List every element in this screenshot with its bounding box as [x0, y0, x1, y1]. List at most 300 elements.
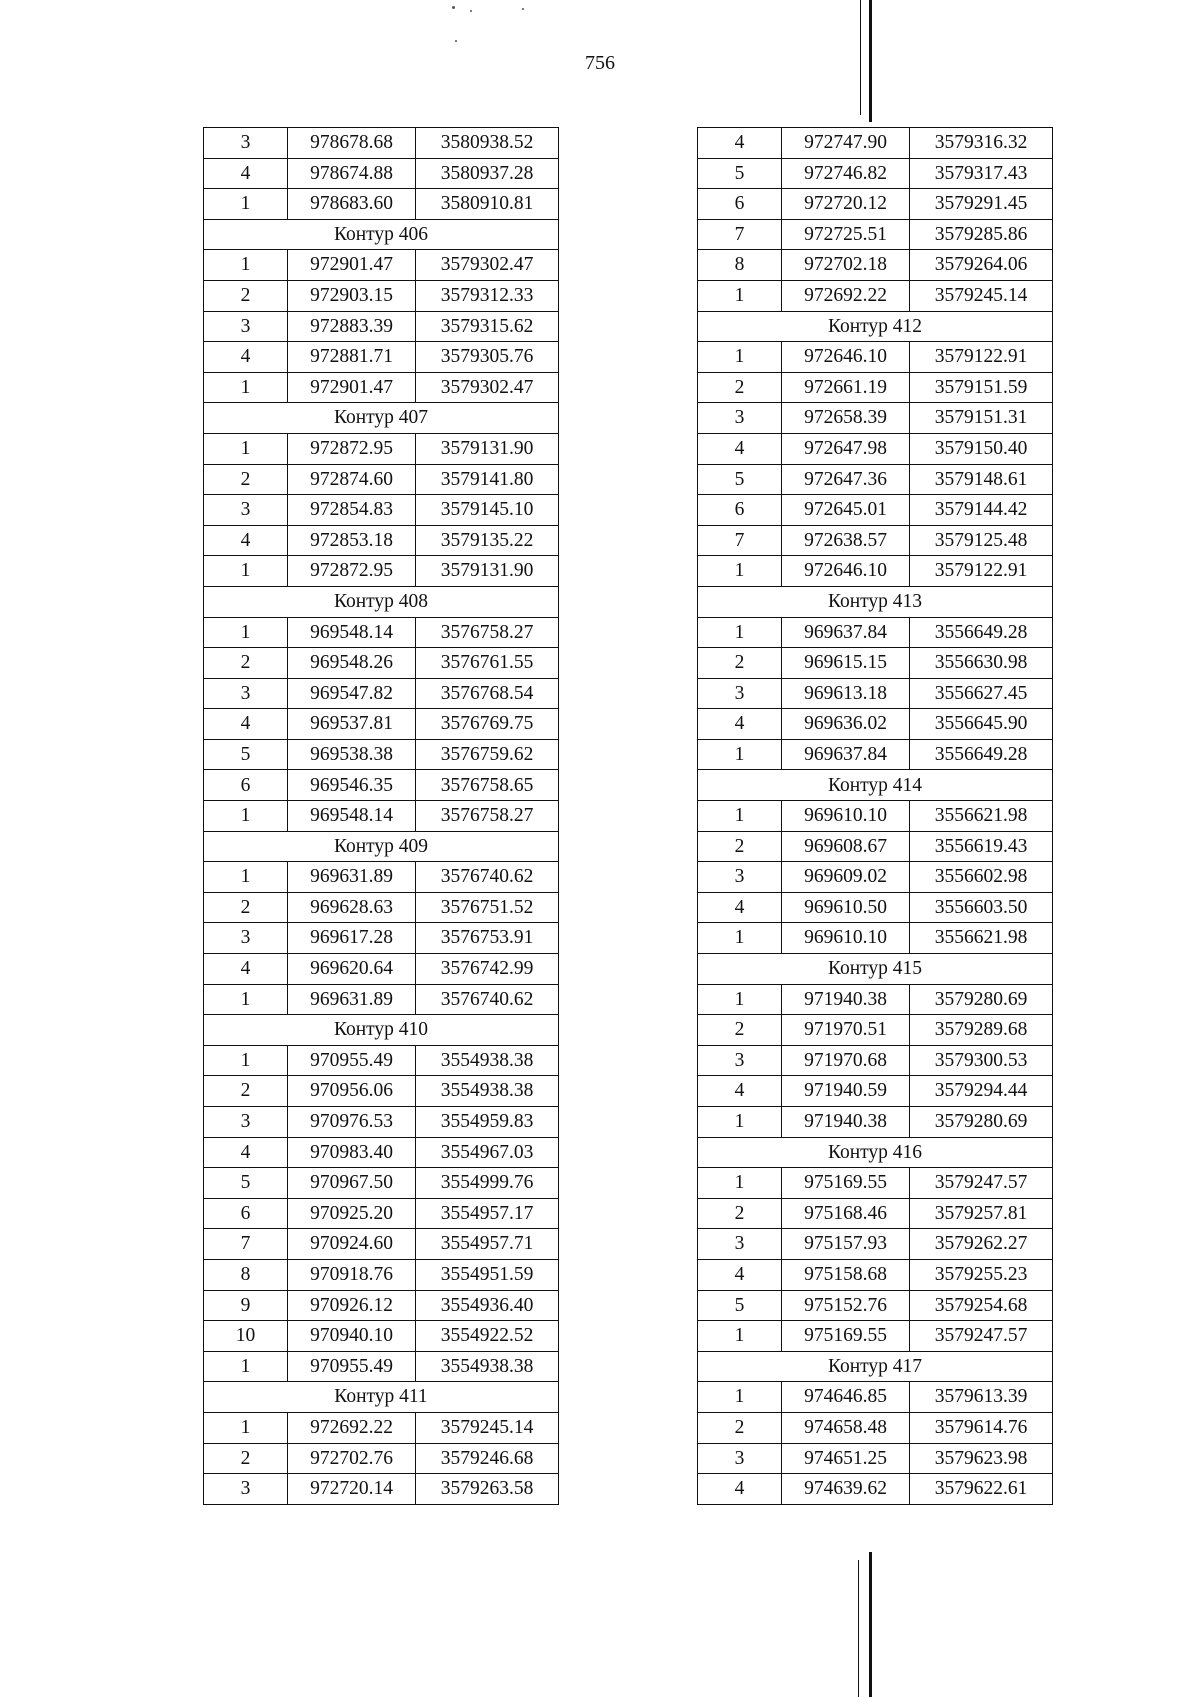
scan-binding-line-bottom-thin	[858, 1560, 859, 1697]
y-coordinate-cell: 3576740.62	[416, 862, 559, 893]
point-number-cell: 1	[698, 1107, 782, 1138]
table-row	[698, 1259, 1053, 1290]
table-row	[204, 280, 559, 311]
contour-label: Контур 413	[698, 586, 1053, 617]
point-number-cell: 5	[204, 1168, 288, 1199]
x-coordinate-cell: 972872.95	[288, 433, 416, 464]
table-row	[204, 678, 559, 709]
x-coordinate-cell: 972647.36	[782, 464, 910, 495]
y-coordinate-cell: 3554938.38	[416, 1351, 559, 1382]
table-row	[204, 1290, 559, 1321]
point-number-cell: 1	[698, 342, 782, 373]
y-coordinate-cell: 3579312.33	[416, 280, 559, 311]
point-number-cell: 2	[698, 1198, 782, 1229]
x-coordinate-cell: 974651.25	[782, 1443, 910, 1474]
y-coordinate-cell: 3579148.61	[910, 464, 1053, 495]
table-row	[698, 1321, 1053, 1352]
y-coordinate-cell: 3554951.59	[416, 1259, 559, 1290]
x-coordinate-cell: 972881.71	[288, 342, 416, 373]
point-number-cell: 2	[204, 648, 288, 679]
point-number-cell: 1	[204, 984, 288, 1015]
contour-label: Контур 408	[204, 586, 559, 617]
table-row	[204, 862, 559, 893]
y-coordinate-cell: 3579291.45	[910, 189, 1053, 220]
y-coordinate-cell: 3556619.43	[910, 831, 1053, 862]
x-coordinate-cell: 975168.46	[782, 1198, 910, 1229]
y-coordinate-cell: 3576758.27	[416, 801, 559, 832]
table-row	[698, 1412, 1053, 1443]
y-coordinate-cell: 3579317.43	[910, 158, 1053, 189]
x-coordinate-cell: 972747.90	[782, 128, 910, 159]
point-number-cell: 3	[698, 1443, 782, 1474]
y-coordinate-cell: 3579289.68	[910, 1015, 1053, 1046]
point-number-cell: 1	[204, 801, 288, 832]
x-coordinate-cell: 978674.88	[288, 158, 416, 189]
coordinates-table-right	[697, 127, 1053, 1505]
table-row	[698, 617, 1053, 648]
x-coordinate-cell: 972872.95	[288, 556, 416, 587]
page-number: 756	[585, 52, 615, 74]
x-coordinate-cell: 969636.02	[782, 709, 910, 740]
scan-binding-line-top	[869, 0, 872, 122]
table-row	[204, 1259, 559, 1290]
table-row	[698, 1015, 1053, 1046]
x-coordinate-cell: 972903.15	[288, 280, 416, 311]
x-coordinate-cell: 972645.01	[782, 495, 910, 526]
contour-label: Контур 409	[204, 831, 559, 862]
x-coordinate-cell: 974639.62	[782, 1474, 910, 1505]
contour-label: Контур 416	[698, 1137, 1053, 1168]
point-number-cell: 1	[698, 739, 782, 770]
x-coordinate-cell: 972874.60	[288, 464, 416, 495]
y-coordinate-cell: 3556630.98	[910, 648, 1053, 679]
table-row	[204, 464, 559, 495]
x-coordinate-cell: 972901.47	[288, 250, 416, 281]
x-coordinate-cell: 969610.10	[782, 801, 910, 832]
x-coordinate-cell: 972725.51	[782, 219, 910, 250]
point-number-cell: 2	[698, 1015, 782, 1046]
y-coordinate-cell: 3556645.90	[910, 709, 1053, 740]
table-row	[698, 1290, 1053, 1321]
table-row	[698, 709, 1053, 740]
y-coordinate-cell: 3556627.45	[910, 678, 1053, 709]
y-coordinate-cell: 3576769.75	[416, 709, 559, 740]
scan-speck	[522, 8, 524, 10]
coordinates-table-left	[203, 127, 559, 1505]
y-coordinate-cell: 3554959.83	[416, 1107, 559, 1138]
y-coordinate-cell: 3554999.76	[416, 1168, 559, 1199]
x-coordinate-cell: 971970.51	[782, 1015, 910, 1046]
point-number-cell: 3	[698, 1045, 782, 1076]
x-coordinate-cell: 972746.82	[782, 158, 910, 189]
point-number-cell: 2	[204, 280, 288, 311]
contour-label: Контур 415	[698, 954, 1053, 985]
contour-header-row	[698, 1137, 1053, 1168]
point-number-cell: 7	[698, 525, 782, 556]
x-coordinate-cell: 969628.63	[288, 892, 416, 923]
x-coordinate-cell: 972854.83	[288, 495, 416, 526]
contour-label: Контур 417	[698, 1351, 1053, 1382]
x-coordinate-cell: 972702.18	[782, 250, 910, 281]
table-row	[204, 923, 559, 954]
y-coordinate-cell: 3579144.42	[910, 495, 1053, 526]
y-coordinate-cell: 3556621.98	[910, 923, 1053, 954]
point-number-cell: 6	[698, 495, 782, 526]
table-row	[204, 1107, 559, 1138]
point-number-cell: 3	[204, 923, 288, 954]
point-number-cell: 6	[204, 770, 288, 801]
contour-header-row	[204, 1015, 559, 1046]
point-number-cell: 1	[204, 617, 288, 648]
y-coordinate-cell: 3579151.31	[910, 403, 1053, 434]
table-row	[204, 158, 559, 189]
point-number-cell: 3	[204, 128, 288, 159]
point-number-cell: 1	[204, 862, 288, 893]
table-row	[204, 1045, 559, 1076]
contour-header-row	[204, 831, 559, 862]
point-number-cell: 1	[698, 280, 782, 311]
contour-header-row	[204, 219, 559, 250]
contour-label: Контур 412	[698, 311, 1053, 342]
scan-speck	[452, 6, 455, 9]
table-row	[204, 1443, 559, 1474]
table-row	[698, 342, 1053, 373]
y-coordinate-cell: 3579316.32	[910, 128, 1053, 159]
y-coordinate-cell: 3579264.06	[910, 250, 1053, 281]
point-number-cell: 1	[204, 250, 288, 281]
y-coordinate-cell: 3554957.17	[416, 1198, 559, 1229]
table-row	[204, 556, 559, 587]
table-row	[204, 801, 559, 832]
table-row	[698, 1107, 1053, 1138]
table-row	[698, 1045, 1053, 1076]
point-number-cell: 5	[204, 739, 288, 770]
table-row	[698, 495, 1053, 526]
point-number-cell: 1	[698, 984, 782, 1015]
y-coordinate-cell: 3554938.38	[416, 1045, 559, 1076]
y-coordinate-cell: 3579302.47	[416, 372, 559, 403]
y-coordinate-cell: 3556621.98	[910, 801, 1053, 832]
y-coordinate-cell: 3554922.52	[416, 1321, 559, 1352]
contour-header-row	[204, 403, 559, 434]
x-coordinate-cell: 972638.57	[782, 525, 910, 556]
table-row	[204, 433, 559, 464]
contour-header-row	[698, 770, 1053, 801]
table-row	[204, 617, 559, 648]
contour-label: Контур 406	[204, 219, 559, 250]
x-coordinate-cell: 971940.38	[782, 1107, 910, 1138]
y-coordinate-cell: 3576758.27	[416, 617, 559, 648]
coordinates-table-left-body	[204, 128, 559, 1505]
x-coordinate-cell: 969546.35	[288, 770, 416, 801]
table-row	[698, 1443, 1053, 1474]
point-number-cell: 7	[698, 219, 782, 250]
table-row	[204, 1412, 559, 1443]
y-coordinate-cell: 3579300.53	[910, 1045, 1053, 1076]
table-row	[204, 954, 559, 985]
point-number-cell: 5	[698, 158, 782, 189]
x-coordinate-cell: 972646.10	[782, 556, 910, 587]
y-coordinate-cell: 3576751.52	[416, 892, 559, 923]
y-coordinate-cell: 3576740.62	[416, 984, 559, 1015]
y-coordinate-cell: 3576758.65	[416, 770, 559, 801]
y-coordinate-cell: 3579622.61	[910, 1474, 1053, 1505]
x-coordinate-cell: 969547.82	[288, 678, 416, 709]
table-row	[204, 648, 559, 679]
table-row	[698, 923, 1053, 954]
y-coordinate-cell: 3579125.48	[910, 525, 1053, 556]
x-coordinate-cell: 970976.53	[288, 1107, 416, 1138]
y-coordinate-cell: 3579262.27	[910, 1229, 1053, 1260]
y-coordinate-cell: 3556649.28	[910, 739, 1053, 770]
y-coordinate-cell: 3579294.44	[910, 1076, 1053, 1107]
contour-header-row	[698, 311, 1053, 342]
point-number-cell: 4	[698, 128, 782, 159]
table-row	[698, 556, 1053, 587]
x-coordinate-cell: 978683.60	[288, 189, 416, 220]
table-row	[204, 739, 559, 770]
table-row	[204, 128, 559, 159]
y-coordinate-cell: 3579285.86	[910, 219, 1053, 250]
table-row	[698, 831, 1053, 862]
point-number-cell: 1	[698, 556, 782, 587]
y-coordinate-cell: 3554938.38	[416, 1076, 559, 1107]
x-coordinate-cell: 970924.60	[288, 1229, 416, 1260]
point-number-cell: 3	[204, 1474, 288, 1505]
y-coordinate-cell: 3579135.22	[416, 525, 559, 556]
table-row	[698, 739, 1053, 770]
x-coordinate-cell: 974646.85	[782, 1382, 910, 1413]
y-coordinate-cell: 3579315.62	[416, 311, 559, 342]
y-coordinate-cell: 3579122.91	[910, 342, 1053, 373]
point-number-cell: 1	[204, 433, 288, 464]
point-number-cell: 4	[698, 1259, 782, 1290]
table-row	[204, 1137, 559, 1168]
table-row	[698, 801, 1053, 832]
point-number-cell: 1	[204, 556, 288, 587]
contour-label: Контур 407	[204, 403, 559, 434]
table-row	[698, 1382, 1053, 1413]
x-coordinate-cell: 972702.76	[288, 1443, 416, 1474]
x-coordinate-cell: 972658.39	[782, 403, 910, 434]
table-row	[204, 1168, 559, 1199]
table-row	[698, 525, 1053, 556]
point-number-cell: 3	[698, 403, 782, 434]
x-coordinate-cell: 969609.02	[782, 862, 910, 893]
point-number-cell: 4	[204, 525, 288, 556]
y-coordinate-cell: 3576742.99	[416, 954, 559, 985]
table-row	[698, 280, 1053, 311]
point-number-cell: 4	[204, 158, 288, 189]
x-coordinate-cell: 975157.93	[782, 1229, 910, 1260]
point-number-cell: 10	[204, 1321, 288, 1352]
x-coordinate-cell: 970983.40	[288, 1137, 416, 1168]
x-coordinate-cell: 969631.89	[288, 984, 416, 1015]
x-coordinate-cell: 972661.19	[782, 372, 910, 403]
point-number-cell: 8	[698, 250, 782, 281]
point-number-cell: 3	[204, 311, 288, 342]
x-coordinate-cell: 970955.49	[288, 1351, 416, 1382]
x-coordinate-cell: 969637.84	[782, 739, 910, 770]
table-row	[698, 892, 1053, 923]
point-number-cell: 6	[204, 1198, 288, 1229]
coordinates-table-right-body	[698, 128, 1053, 1505]
x-coordinate-cell: 969637.84	[782, 617, 910, 648]
point-number-cell: 2	[204, 464, 288, 495]
table-row	[698, 189, 1053, 220]
x-coordinate-cell: 969620.64	[288, 954, 416, 985]
x-coordinate-cell: 975158.68	[782, 1259, 910, 1290]
y-coordinate-cell: 3556603.50	[910, 892, 1053, 923]
y-coordinate-cell: 3576759.62	[416, 739, 559, 770]
x-coordinate-cell: 972901.47	[288, 372, 416, 403]
x-coordinate-cell: 969613.18	[782, 678, 910, 709]
contour-header-row	[698, 1351, 1053, 1382]
y-coordinate-cell: 3579257.81	[910, 1198, 1053, 1229]
x-coordinate-cell: 970956.06	[288, 1076, 416, 1107]
y-coordinate-cell: 3576753.91	[416, 923, 559, 954]
contour-label: Контур 410	[204, 1015, 559, 1046]
table-row	[204, 495, 559, 526]
table-row	[698, 1474, 1053, 1505]
y-coordinate-cell: 3579131.90	[416, 556, 559, 587]
point-number-cell: 4	[698, 1474, 782, 1505]
table-row	[204, 250, 559, 281]
point-number-cell: 1	[698, 801, 782, 832]
x-coordinate-cell: 972692.22	[782, 280, 910, 311]
table-row	[698, 128, 1053, 159]
table-row	[698, 648, 1053, 679]
x-coordinate-cell: 970967.50	[288, 1168, 416, 1199]
y-coordinate-cell: 3579613.39	[910, 1382, 1053, 1413]
x-coordinate-cell: 969548.26	[288, 648, 416, 679]
x-coordinate-cell: 970918.76	[288, 1259, 416, 1290]
y-coordinate-cell: 3579151.59	[910, 372, 1053, 403]
table-row	[698, 250, 1053, 281]
x-coordinate-cell: 972883.39	[288, 311, 416, 342]
contour-header-row	[698, 954, 1053, 985]
y-coordinate-cell: 3579305.76	[416, 342, 559, 373]
x-coordinate-cell: 969548.14	[288, 617, 416, 648]
x-coordinate-cell: 969537.81	[288, 709, 416, 740]
table-row	[698, 1076, 1053, 1107]
y-coordinate-cell: 3579247.57	[910, 1321, 1053, 1352]
y-coordinate-cell: 3579141.80	[416, 464, 559, 495]
y-coordinate-cell: 3554957.71	[416, 1229, 559, 1260]
y-coordinate-cell: 3579280.69	[910, 1107, 1053, 1138]
point-number-cell: 4	[698, 709, 782, 740]
y-coordinate-cell: 3579302.47	[416, 250, 559, 281]
y-coordinate-cell: 3579150.40	[910, 433, 1053, 464]
x-coordinate-cell: 972646.10	[782, 342, 910, 373]
point-number-cell: 4	[698, 892, 782, 923]
x-coordinate-cell: 969631.89	[288, 862, 416, 893]
y-coordinate-cell: 3579254.68	[910, 1290, 1053, 1321]
point-number-cell: 2	[204, 892, 288, 923]
x-coordinate-cell: 969617.28	[288, 923, 416, 954]
point-number-cell: 2	[204, 1443, 288, 1474]
contour-label: Контур 414	[698, 770, 1053, 801]
point-number-cell: 3	[698, 678, 782, 709]
table-row	[204, 1198, 559, 1229]
point-number-cell: 8	[204, 1259, 288, 1290]
table-row	[204, 342, 559, 373]
point-number-cell: 1	[204, 372, 288, 403]
table-row	[698, 403, 1053, 434]
point-number-cell: 1	[204, 1412, 288, 1443]
table-row	[204, 1321, 559, 1352]
x-coordinate-cell: 972853.18	[288, 525, 416, 556]
x-coordinate-cell: 975169.55	[782, 1321, 910, 1352]
point-number-cell: 4	[204, 954, 288, 985]
x-coordinate-cell: 978678.68	[288, 128, 416, 159]
point-number-cell: 5	[698, 464, 782, 495]
table-row	[204, 1076, 559, 1107]
table-row	[204, 892, 559, 923]
point-number-cell: 5	[698, 1290, 782, 1321]
x-coordinate-cell: 972647.98	[782, 433, 910, 464]
table-row	[698, 219, 1053, 250]
x-coordinate-cell: 972720.14	[288, 1474, 416, 1505]
y-coordinate-cell: 3579247.57	[910, 1168, 1053, 1199]
table-row	[698, 372, 1053, 403]
scan-binding-line-top-thin	[860, 0, 861, 115]
y-coordinate-cell: 3579280.69	[910, 984, 1053, 1015]
y-coordinate-cell: 3576761.55	[416, 648, 559, 679]
point-number-cell: 7	[204, 1229, 288, 1260]
y-coordinate-cell: 3554936.40	[416, 1290, 559, 1321]
table-row	[204, 770, 559, 801]
y-coordinate-cell: 3579145.10	[416, 495, 559, 526]
y-coordinate-cell: 3579263.58	[416, 1474, 559, 1505]
table-row	[204, 311, 559, 342]
table-row	[204, 709, 559, 740]
point-number-cell: 3	[204, 678, 288, 709]
y-coordinate-cell: 3580938.52	[416, 128, 559, 159]
point-number-cell: 1	[698, 923, 782, 954]
y-coordinate-cell: 3579614.76	[910, 1412, 1053, 1443]
point-number-cell: 3	[204, 495, 288, 526]
point-number-cell: 3	[698, 1229, 782, 1260]
point-number-cell: 2	[698, 648, 782, 679]
table-row	[204, 1229, 559, 1260]
table-row	[204, 984, 559, 1015]
point-number-cell: 2	[698, 1412, 782, 1443]
scan-speck	[455, 40, 457, 42]
x-coordinate-cell: 970925.20	[288, 1198, 416, 1229]
contour-header-row	[698, 586, 1053, 617]
table-row	[698, 433, 1053, 464]
point-number-cell: 4	[204, 1137, 288, 1168]
point-number-cell: 3	[698, 862, 782, 893]
table-row	[204, 189, 559, 220]
x-coordinate-cell: 975169.55	[782, 1168, 910, 1199]
point-number-cell: 4	[698, 433, 782, 464]
point-number-cell: 1	[698, 1382, 782, 1413]
table-row	[204, 525, 559, 556]
y-coordinate-cell: 3576768.54	[416, 678, 559, 709]
point-number-cell: 1	[698, 1321, 782, 1352]
y-coordinate-cell: 3579246.68	[416, 1443, 559, 1474]
x-coordinate-cell: 969610.50	[782, 892, 910, 923]
y-coordinate-cell: 3579131.90	[416, 433, 559, 464]
table-row	[698, 1168, 1053, 1199]
x-coordinate-cell: 969538.38	[288, 739, 416, 770]
y-coordinate-cell: 3556602.98	[910, 862, 1053, 893]
table-row	[698, 1198, 1053, 1229]
y-coordinate-cell: 3556649.28	[910, 617, 1053, 648]
x-coordinate-cell: 969548.14	[288, 801, 416, 832]
